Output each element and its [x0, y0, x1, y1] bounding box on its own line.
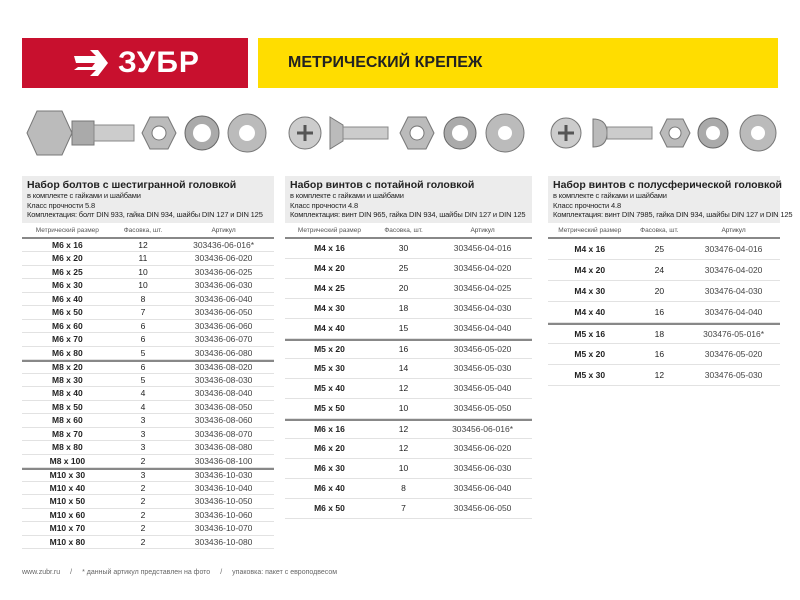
- pack-cell: 18: [654, 328, 665, 339]
- table-row: [22, 306, 274, 320]
- table-row: [22, 320, 274, 334]
- table-row: [548, 281, 780, 302]
- table-row: [548, 260, 780, 281]
- column-headers: [285, 225, 532, 239]
- table-row: [22, 333, 274, 347]
- article-cell: 303436-10-070: [194, 523, 253, 534]
- kit-contents: Комплектация: болт DIN 933, гайка DIN 934, шайбы DIN 127 и DIN 125: [27, 210, 263, 219]
- pack-cell: 2: [140, 496, 146, 507]
- pack-cell: 12: [398, 443, 409, 453]
- article-cell: 303456-04-020: [453, 263, 512, 273]
- size-cell: M4 x 16: [574, 243, 606, 254]
- pack-cell: 10: [398, 403, 409, 413]
- size-cell: M6 x 80: [52, 347, 83, 358]
- size-cell: M6 x 60: [52, 320, 83, 331]
- pack-cell: 15: [398, 323, 409, 333]
- table-countersunk-screws: [285, 176, 532, 519]
- table-row: [22, 293, 274, 307]
- article-cell: 303436-06-080: [194, 347, 253, 358]
- pack-cell: 7: [401, 503, 406, 513]
- photo-note: * данный артикул представлен на фото: [82, 569, 211, 576]
- article-cell: 303436-10-080: [194, 536, 253, 547]
- column-headers: [22, 225, 274, 239]
- header-article: Артикул: [211, 227, 236, 234]
- pack-cell: 2: [140, 482, 146, 493]
- article-cell: 303436-06-030: [194, 280, 253, 291]
- table-title: Набор винтов с потайной головкой: [290, 179, 475, 191]
- table-row: [285, 259, 532, 279]
- packaging-note: упаковка: пакет с европодвесом: [232, 569, 338, 576]
- article-cell: 303476-04-030: [704, 285, 763, 296]
- article-cell: 303436-08-100: [194, 455, 253, 466]
- size-cell: M5 x 20: [314, 344, 345, 354]
- article-cell: 303436-06-020: [194, 253, 253, 264]
- size-cell: M10 x 30: [49, 470, 86, 481]
- header-article: Артикул: [721, 227, 746, 234]
- website-link[interactable]: www.zubr.ru: [22, 569, 61, 576]
- pack-cell: 12: [654, 369, 665, 380]
- article-cell: 303436-06-025: [194, 266, 253, 277]
- article-cell: 303436-08-020: [194, 362, 253, 373]
- header-size: Метрический размер: [297, 227, 361, 234]
- size-cell: M8 x 50: [52, 401, 83, 412]
- pack-cell: 3: [140, 415, 146, 426]
- header-article: Артикул: [470, 227, 495, 234]
- table-row: [548, 239, 780, 260]
- article-cell: 303436-08-060: [194, 415, 253, 426]
- size-cell: M4 x 16: [314, 243, 345, 253]
- table-heading: [548, 176, 793, 223]
- pack-cell: 8: [140, 293, 146, 304]
- size-cell: M10 x 70: [49, 523, 86, 534]
- table-row: [22, 468, 274, 482]
- table-subtitle: в комплекте с гайками и шайбами: [27, 191, 141, 200]
- separator: /: [70, 569, 73, 576]
- table-row: [285, 459, 532, 479]
- pack-cell: 18: [398, 303, 409, 313]
- page-title: МЕТРИЧЕСКИЙ КРЕПЕЖ: [288, 54, 483, 71]
- table-row: [22, 387, 274, 401]
- size-cell: M8 x 80: [52, 442, 83, 453]
- countersunk-screw-set-image: [285, 100, 535, 166]
- size-cell: M8 x 100: [49, 455, 86, 466]
- article-cell: 303456-05-020: [453, 344, 512, 354]
- table-row: [285, 439, 532, 459]
- size-cell: M6 x 40: [314, 483, 345, 493]
- table-subtitle: в комплекте с гайками и шайбами: [553, 191, 667, 200]
- footer: [22, 568, 337, 577]
- table-row: [22, 360, 274, 374]
- table-row: [285, 299, 532, 319]
- table-row: [285, 239, 532, 259]
- table-row: [22, 536, 274, 550]
- article-cell: 303436-10-050: [194, 496, 253, 507]
- size-cell: M6 x 20: [314, 443, 345, 453]
- table-row: [548, 302, 780, 323]
- strength-class: Класс прочности 5.8: [27, 200, 95, 210]
- article-cell: 303456-06-050: [453, 503, 512, 513]
- pack-cell: 2: [140, 509, 146, 520]
- size-cell: M4 x 30: [574, 285, 606, 296]
- pack-cell: 30: [398, 243, 409, 253]
- pan-head-screw-set-image: [548, 100, 783, 166]
- article-cell: 303436-10-060: [194, 509, 253, 520]
- size-cell: M10 x 80: [49, 536, 86, 547]
- size-cell: M8 x 70: [52, 428, 83, 439]
- header-size: Метрический размер: [35, 227, 99, 234]
- size-cell: M4 x 30: [314, 303, 345, 313]
- header-pack: Фасовка, шт.: [640, 227, 679, 234]
- table-row: [22, 252, 274, 266]
- size-cell: M10 x 50: [49, 496, 86, 507]
- table-row: [285, 399, 532, 419]
- pack-cell: 10: [138, 266, 148, 277]
- size-cell: M8 x 60: [52, 415, 83, 426]
- pack-cell: 5: [140, 347, 146, 358]
- table-row: [22, 495, 274, 509]
- size-cell: M5 x 30: [314, 363, 345, 373]
- table-row: [285, 319, 532, 339]
- pack-cell: 5: [140, 374, 146, 385]
- table-row: [548, 323, 780, 344]
- header-pack: Фасовка, шт.: [123, 227, 163, 234]
- table-row: [22, 239, 274, 253]
- table-row: [22, 266, 274, 280]
- pack-cell: 24: [654, 264, 665, 275]
- table-row: [285, 339, 532, 359]
- size-cell: M10 x 60: [49, 509, 86, 520]
- size-cell: M5 x 30: [574, 369, 606, 380]
- header-pack: Фасовка, шт.: [384, 227, 423, 234]
- article-cell: 303456-06-030: [453, 463, 512, 473]
- pack-cell: 14: [398, 363, 409, 373]
- pack-cell: 3: [140, 470, 146, 481]
- article-cell: 303436-08-030: [194, 374, 253, 385]
- article-cell: 303476-05-030: [704, 369, 763, 380]
- table-pan-head-screws: [548, 176, 793, 386]
- article-cell: 303436-06-070: [194, 334, 253, 345]
- table-row: [22, 441, 274, 455]
- table-row: [285, 499, 532, 519]
- pack-cell: 20: [398, 283, 409, 293]
- article-cell: 303456-04-030: [453, 303, 512, 313]
- article-cell: 303436-08-080: [194, 442, 253, 453]
- article-cell: 303436-08-070: [194, 428, 253, 439]
- article-cell: 303436-06-060: [194, 320, 253, 331]
- pack-cell: 6: [140, 334, 146, 345]
- article-cell: 303456-06-020: [453, 443, 512, 453]
- size-cell: M4 x 25: [314, 283, 345, 293]
- kit-contents: Комплектация: винт DIN 7985, гайка DIN 934, шайбы DIN 127 и DIN 125: [553, 210, 793, 219]
- size-cell: M6 x 70: [52, 334, 83, 345]
- size-cell: M6 x 25: [52, 266, 83, 277]
- table-row: [22, 428, 274, 442]
- size-cell: M5 x 40: [314, 383, 345, 393]
- header-size: Метрический размер: [558, 227, 622, 234]
- size-cell: M4 x 40: [314, 323, 345, 333]
- size-cell: M6 x 50: [314, 503, 345, 513]
- size-cell: M6 x 20: [52, 253, 83, 264]
- pack-cell: 10: [138, 280, 148, 291]
- pack-cell: 3: [140, 442, 146, 453]
- table-row: [22, 374, 274, 388]
- table-row: [285, 279, 532, 299]
- article-cell: 303476-04-020: [704, 264, 763, 275]
- pack-cell: 16: [654, 306, 665, 317]
- article-cell: 303476-05-020: [704, 348, 763, 359]
- pack-cell: 2: [140, 455, 146, 466]
- table-row: [22, 414, 274, 428]
- pack-cell: 3: [140, 428, 146, 439]
- article-cell: 303456-04-025: [453, 283, 512, 293]
- size-cell: M5 x 16: [574, 328, 606, 339]
- table-row: [548, 344, 780, 365]
- size-cell: M4 x 20: [314, 263, 345, 273]
- article-cell: 303456-06-040: [453, 483, 512, 493]
- size-cell: M6 x 50: [52, 307, 83, 318]
- pack-cell: 2: [140, 523, 146, 534]
- article-cell: 303476-04-040: [704, 306, 763, 317]
- pack-cell: 2: [140, 536, 146, 547]
- size-cell: M8 x 30: [52, 374, 83, 385]
- table-row: [548, 365, 780, 386]
- column-headers: [548, 225, 780, 239]
- table-row: [285, 379, 532, 399]
- article-cell: 303436-06-016*: [193, 239, 255, 250]
- article-cell: 303436-06-040: [194, 293, 253, 304]
- size-cell: M8 x 40: [52, 388, 83, 399]
- pack-cell: 12: [138, 239, 148, 250]
- table-row: [22, 455, 274, 469]
- article-cell: 303436-08-040: [194, 388, 253, 399]
- table-row: [22, 401, 274, 415]
- table-subtitle: в комплекте с гайками и шайбами: [290, 191, 404, 200]
- table-heading: [285, 176, 532, 223]
- logo-mark-icon: [70, 48, 110, 78]
- article-cell: 303436-08-050: [194, 401, 253, 412]
- size-cell: M8 x 20: [52, 362, 83, 373]
- pack-cell: 6: [140, 320, 146, 331]
- pack-cell: 12: [398, 424, 409, 434]
- table-title: Набор болтов с шестигранной головкой: [27, 179, 237, 191]
- pack-cell: 12: [398, 383, 409, 393]
- article-cell: 303436-10-040: [194, 482, 253, 493]
- pack-cell: 25: [654, 243, 665, 254]
- article-cell: 303476-05-016*: [703, 328, 765, 339]
- strength-class: Класс прочности 4.8: [290, 200, 358, 210]
- article-cell: 303456-05-030: [453, 363, 512, 373]
- pack-cell: 7: [140, 307, 146, 318]
- brand-logo: ЗУБР: [22, 38, 248, 88]
- size-cell: M6 x 16: [52, 239, 83, 250]
- size-cell: M5 x 50: [314, 403, 345, 413]
- article-cell: 303436-10-030: [194, 470, 253, 481]
- size-cell: M10 x 40: [49, 482, 86, 493]
- table-row: [285, 359, 532, 379]
- size-cell: M6 x 30: [52, 280, 83, 291]
- table-hex-bolts: [22, 176, 274, 549]
- pack-cell: 4: [140, 401, 146, 412]
- size-cell: M6 x 40: [52, 293, 83, 304]
- size-cell: M6 x 16: [314, 424, 345, 434]
- table-heading: [22, 176, 274, 223]
- pack-cell: 11: [138, 253, 148, 264]
- separator: /: [220, 569, 223, 576]
- table-row: [22, 522, 274, 536]
- page-banner: [258, 38, 778, 88]
- table-row: [22, 347, 274, 361]
- strength-class: Класс прочности 4.8: [553, 200, 621, 210]
- size-cell: M4 x 40: [574, 306, 606, 317]
- table-row: [22, 279, 274, 293]
- kit-contents: Комплектация: винт DIN 965, гайка DIN 934, шайбы DIN 127 и DIN 125: [290, 210, 526, 219]
- pack-cell: 4: [140, 388, 146, 399]
- table-title: Набор винтов с полусферической головкой: [553, 179, 782, 191]
- article-cell: 303456-06-016*: [452, 424, 514, 434]
- table-row: [285, 479, 532, 499]
- size-cell: M4 x 20: [574, 264, 606, 275]
- article-cell: 303476-04-016: [704, 243, 763, 254]
- article-cell: 303456-04-016: [453, 243, 512, 253]
- pack-cell: 16: [654, 348, 665, 359]
- hex-bolt-set-image: [22, 100, 272, 166]
- table-row: [22, 509, 274, 523]
- size-cell: M6 x 30: [314, 463, 345, 473]
- article-cell: 303436-06-050: [194, 307, 253, 318]
- pack-cell: 6: [140, 362, 146, 373]
- table-row: [285, 419, 532, 439]
- pack-cell: 25: [398, 263, 409, 273]
- pack-cell: 10: [398, 463, 409, 473]
- pack-cell: 8: [401, 483, 406, 493]
- pack-cell: 20: [654, 285, 665, 296]
- article-cell: 303456-05-050: [453, 403, 512, 413]
- article-cell: 303456-04-040: [453, 323, 512, 333]
- table-row: [22, 482, 274, 496]
- pack-cell: 16: [398, 344, 409, 354]
- article-cell: 303456-05-040: [453, 383, 512, 393]
- size-cell: M5 x 20: [574, 348, 606, 359]
